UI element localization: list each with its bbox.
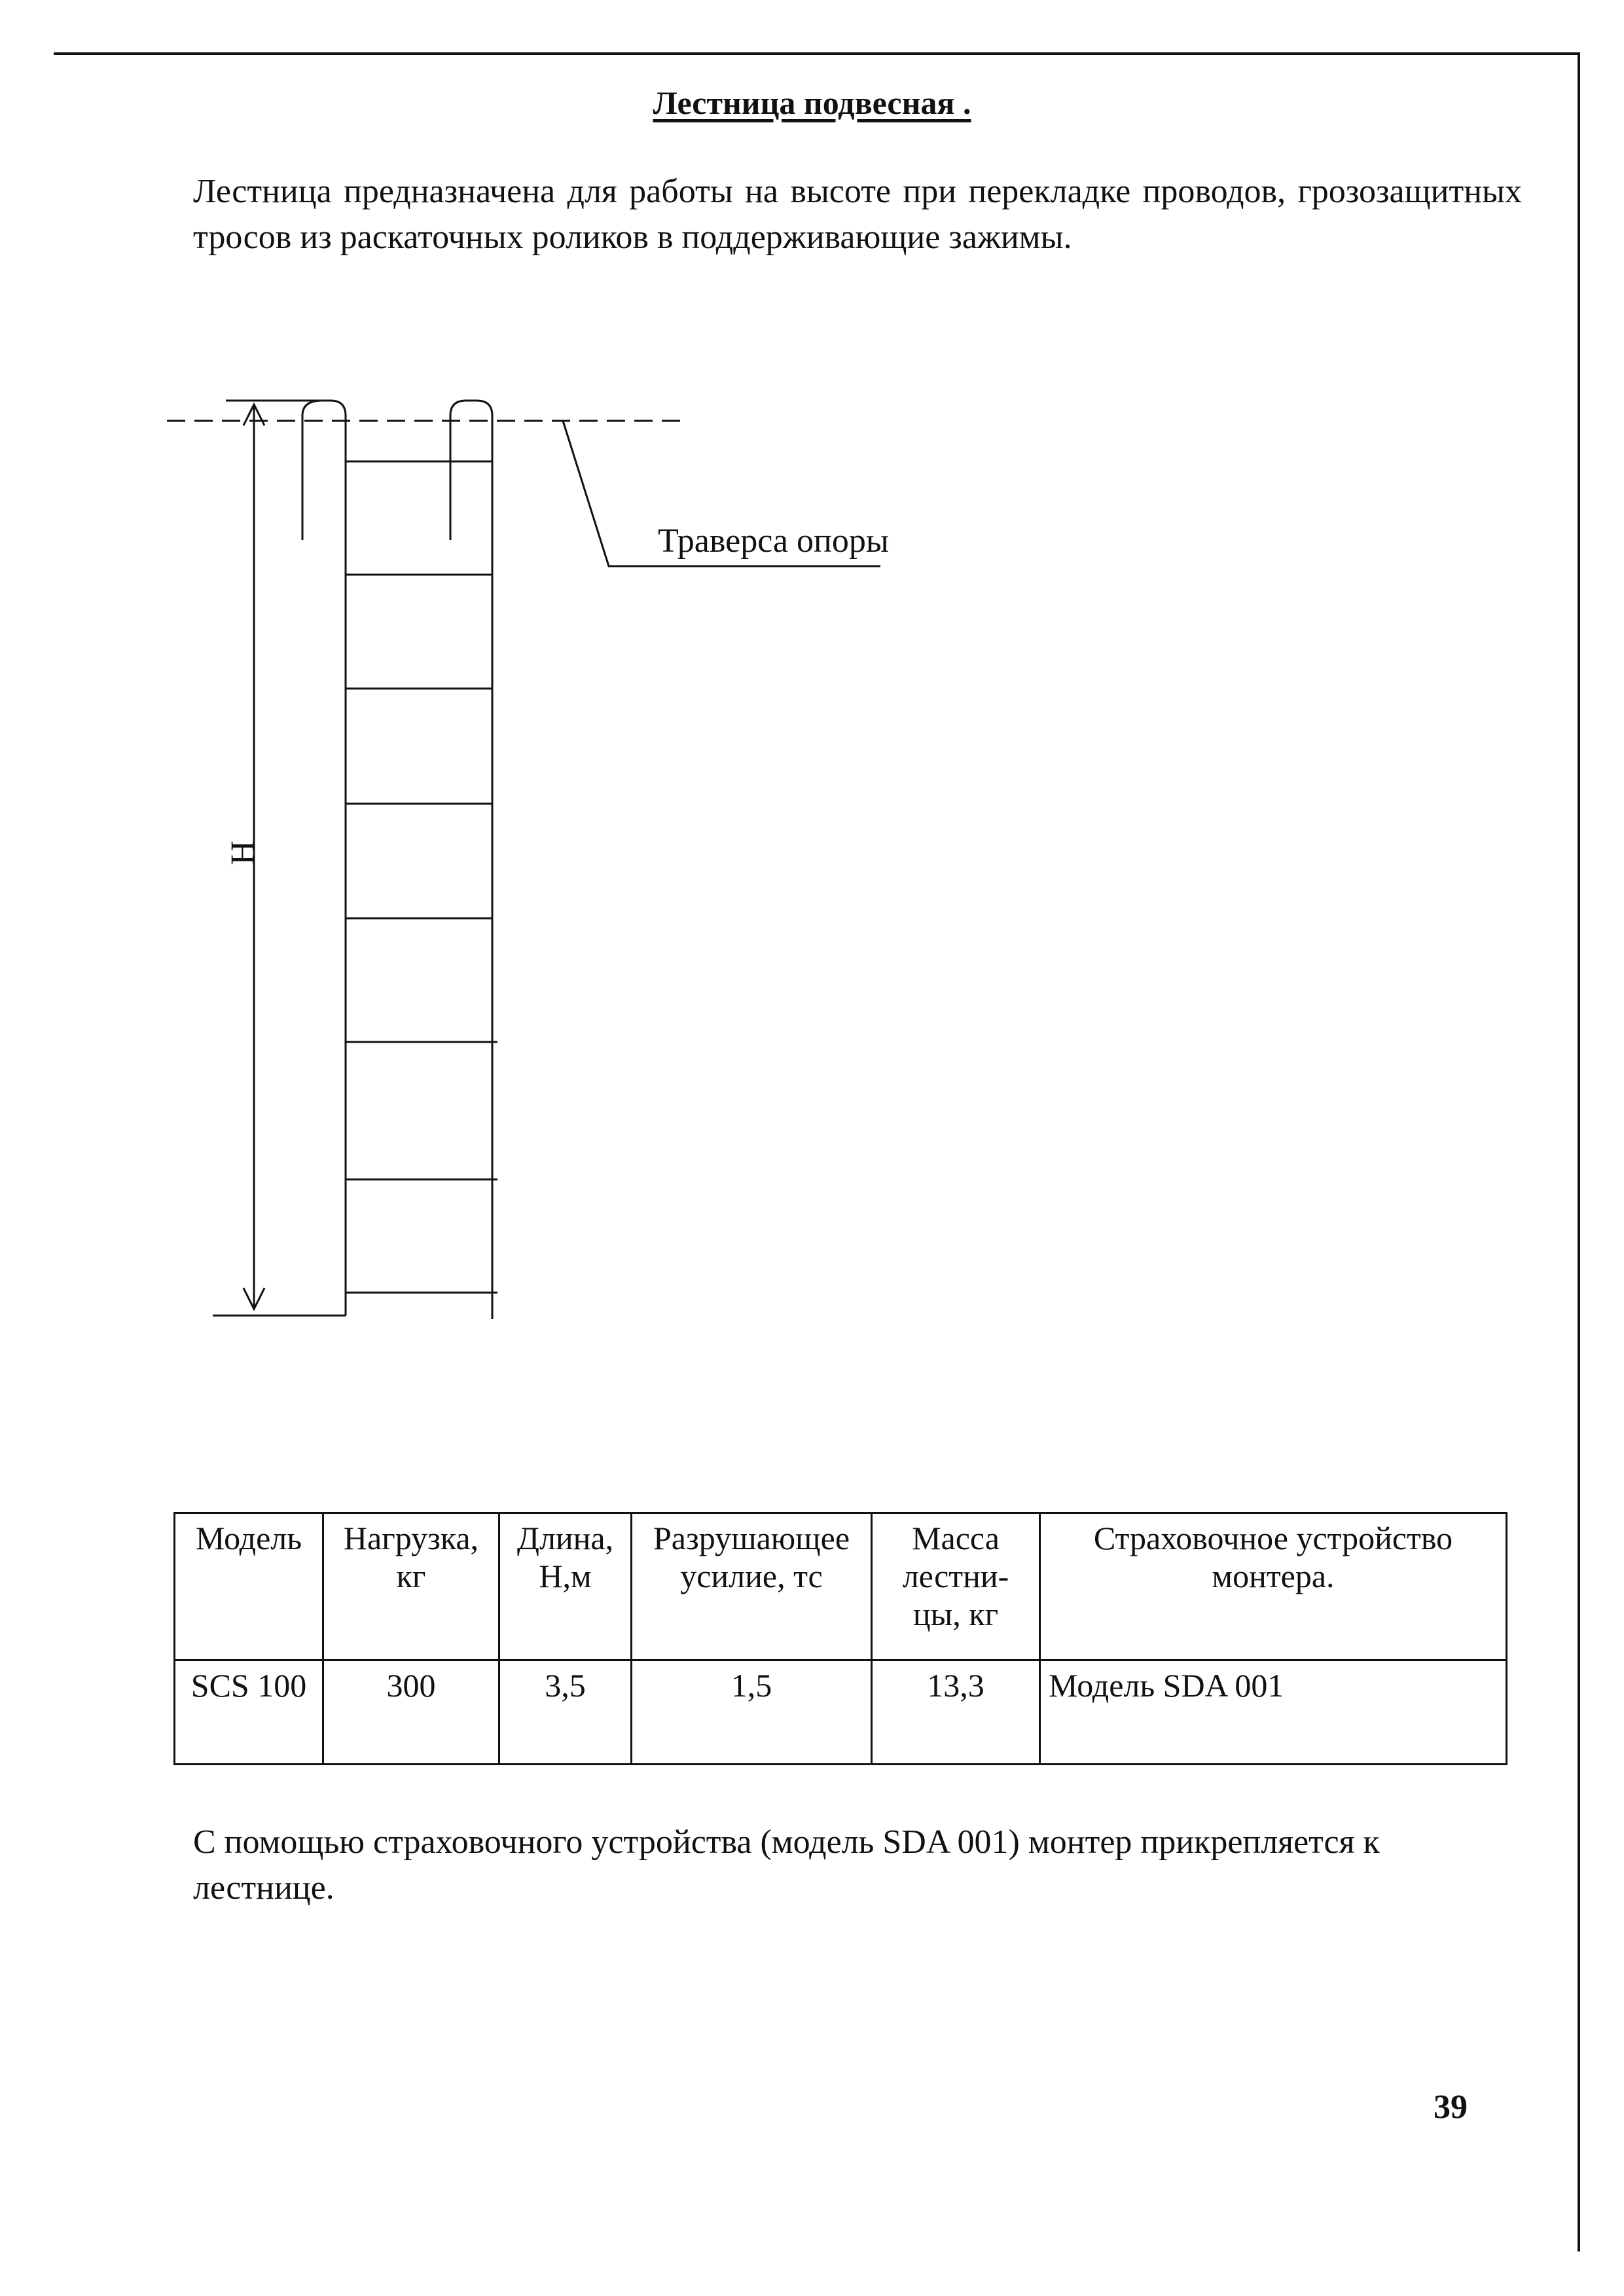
table-cell: Модель SDA 001 <box>1040 1660 1507 1765</box>
traverse-label: Траверса опоры <box>658 522 889 560</box>
table-cell: SCS 100 <box>175 1660 323 1765</box>
page-number: 39 <box>1434 2089 1468 2126</box>
table-row <box>175 1660 1507 1765</box>
table-header-cell: Модель <box>175 1513 323 1660</box>
height-label: H <box>225 840 262 865</box>
left-hook <box>302 401 346 1316</box>
right-hook <box>450 401 492 1319</box>
intro-paragraph: Лестница предназначена для работы на высоте при перекладке проводов, грозозащитных тросов из раскаточных роликов в поддерживающие зажимы. <box>193 173 1522 256</box>
table-cell: 3,5 <box>499 1660 632 1765</box>
table-cell: 300 <box>323 1660 499 1765</box>
table-cell: 1,5 <box>632 1660 872 1765</box>
table-header-cell: Нагрузка, кг <box>323 1513 499 1660</box>
page-title: Лестница подвесная . <box>653 84 971 121</box>
table-header-cell: Разрушающее усилие, тс <box>632 1513 872 1660</box>
specification-table <box>173 1512 1507 1765</box>
table-header-row <box>175 1513 1507 1660</box>
table-header-cell: Страховочное устройство монтера. <box>1040 1513 1507 1660</box>
table-cell: 13,3 <box>872 1660 1040 1765</box>
closing-paragraph: С помощью страховочного устройства (модель SDA 001) монтер прикрепляется к лестнице. <box>193 1823 1380 1907</box>
table-header-cell: Масса лестни-цы, кг <box>872 1513 1040 1660</box>
table-header-cell: Длина, Н,м <box>499 1513 632 1660</box>
